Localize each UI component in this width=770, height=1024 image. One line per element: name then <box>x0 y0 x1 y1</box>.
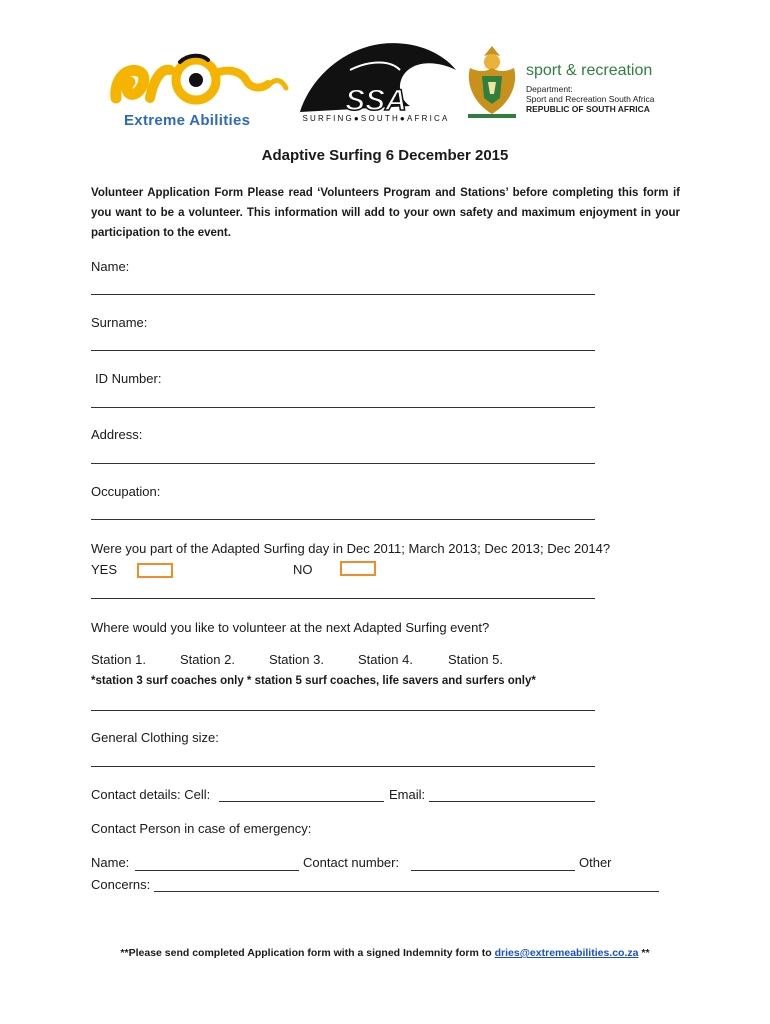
participation-line[interactable] <box>91 598 595 599</box>
ssa-logo <box>290 40 462 126</box>
station-option[interactable]: Station 1. <box>91 652 146 667</box>
sport-recreation-logo <box>462 42 662 122</box>
station-option[interactable]: Station 4. <box>358 652 413 667</box>
department-text <box>526 84 655 114</box>
station-option[interactable]: Station 3. <box>269 652 324 667</box>
volunteer-station-question: Where would you like to volunteer at the next Adapted Surfing event? <box>91 620 490 635</box>
no-checkbox[interactable] <box>340 561 376 576</box>
footer-email-link[interactable]: dries@extremeabilities.co.za <box>494 947 639 959</box>
department-line-2: Sport and Recreation South Africa <box>526 94 655 104</box>
id-number-label: ID Number: <box>95 371 162 386</box>
contact-number-line[interactable] <box>411 870 575 871</box>
ssa-subtitle: SURFING●SOUTH●AFRICA <box>302 114 450 123</box>
no-label: NO <box>293 562 313 577</box>
surname-line[interactable] <box>91 350 595 351</box>
footer-note <box>0 947 770 959</box>
station-option[interactable]: Station 5. <box>448 652 503 667</box>
footer-prefix: **Please send completed Application form with a signed Indemnity form to <box>120 947 495 959</box>
yes-label: YES <box>91 562 118 577</box>
clothing-size-label: General Clothing size: <box>91 730 219 745</box>
surname-label: Surname: <box>91 315 148 330</box>
cell-label: Contact details: Cell: <box>91 787 211 802</box>
yes-checkbox[interactable] <box>137 563 173 578</box>
emergency-name-label: Name: <box>91 855 130 870</box>
department-line-3: REPUBLIC OF SOUTH AFRICA <box>526 104 650 114</box>
id-number-line[interactable] <box>91 407 595 408</box>
email-line[interactable] <box>429 801 595 802</box>
address-label: Address: <box>91 427 143 442</box>
footer-suffix: ** <box>638 947 650 959</box>
station-line[interactable] <box>91 710 595 711</box>
past-participation-question: Were you part of the Adapted Surfing day in Dec 2011; March 2013; Dec 2013; Dec 2014? <box>91 541 611 556</box>
station-options <box>91 652 503 667</box>
concerns-line[interactable] <box>154 891 659 892</box>
occupation-line[interactable] <box>91 519 595 520</box>
concerns-label: Concerns: <box>91 877 151 892</box>
extreme-abilities-text: Extreme Abilities <box>124 112 251 129</box>
other-label: Other <box>579 855 612 870</box>
extreme-abilities-logo <box>110 48 290 134</box>
emergency-contact-label: Contact Person in case of emergency: <box>91 821 312 836</box>
coat-of-arms-icon <box>462 42 522 122</box>
contact-number-label: Contact number: <box>303 855 400 870</box>
ssa-wave-graphic <box>290 40 462 116</box>
clothing-size-line[interactable] <box>91 766 595 767</box>
intro-text: Volunteer Application Form Please read ‘Volunteers Program and Stations’ before completing this form if you want to be a volunteer. This information will add to your own safety and maximum enjoyment in your participation to the event. <box>91 187 680 239</box>
extreme-abilities-graphic <box>110 48 290 118</box>
email-label: Email: <box>389 787 426 802</box>
address-line[interactable] <box>91 463 595 464</box>
name-label: Name: <box>91 259 130 274</box>
department-line-1: Department: <box>526 84 573 94</box>
station-note: *station 3 surf coaches only * station 5 surf coaches, life savers and surfers only* <box>91 675 536 687</box>
ssa-letters: SSA <box>345 84 407 116</box>
name-line[interactable] <box>91 294 595 295</box>
emergency-name-line[interactable] <box>135 870 299 871</box>
sport-recreation-title: sport & recreation <box>526 62 653 79</box>
form-title: Adaptive Surfing 6 December 2015 <box>261 147 509 164</box>
cell-line[interactable] <box>219 801 384 802</box>
station-option[interactable]: Station 2. <box>180 652 235 667</box>
occupation-label: Occupation: <box>91 484 161 499</box>
